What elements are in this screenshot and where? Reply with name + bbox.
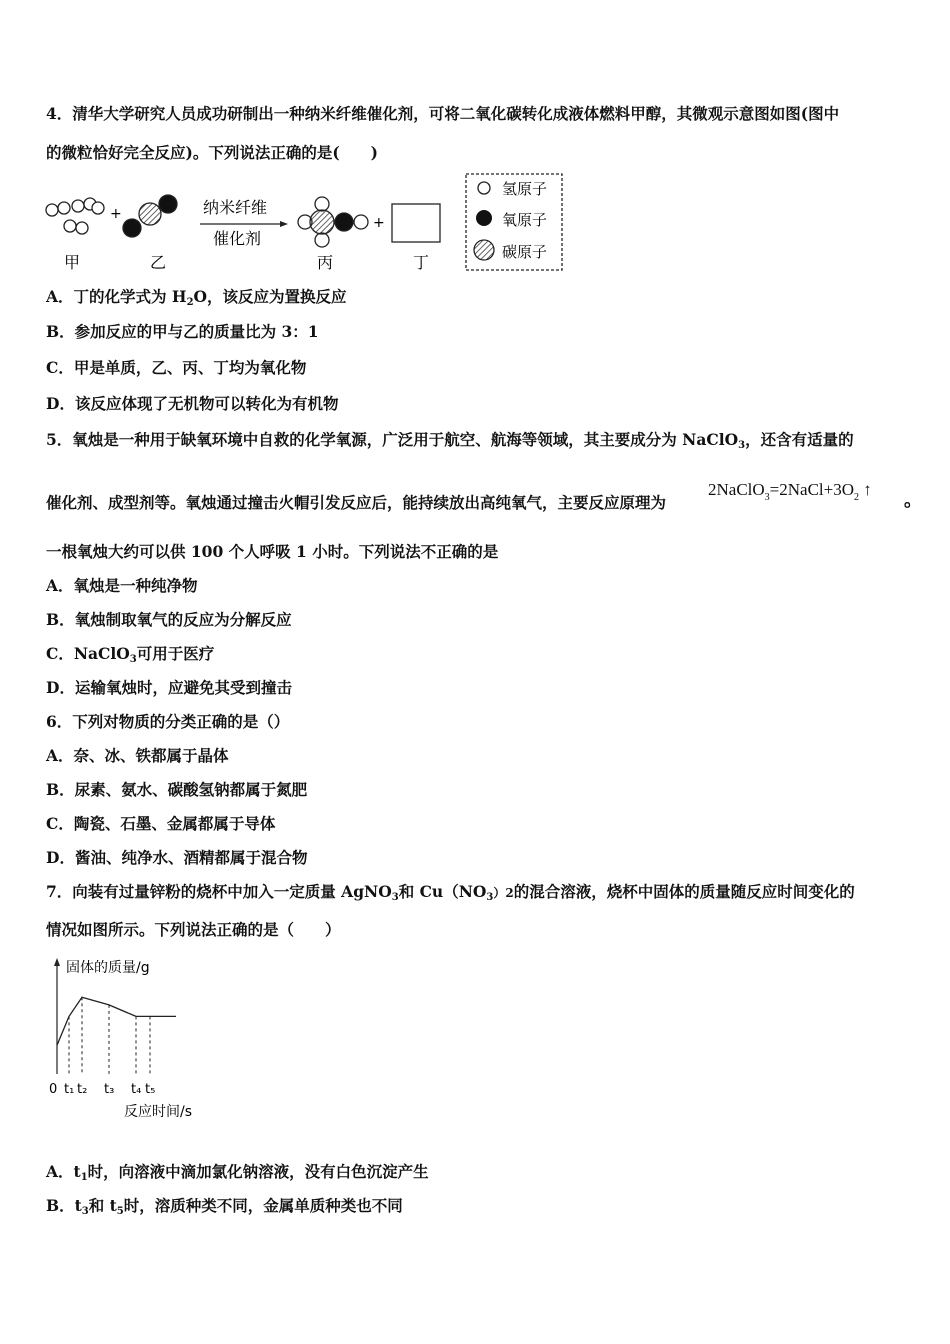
q4-option-c: C．甲是单质，乙、丙、丁均为氧化物 [46, 358, 307, 377]
q6-option-b: B．尿素、氨水、碳酸氢钠都属于氮肥 [46, 780, 308, 799]
q5-stem-line3: 一根氧烛大约可以供 100 个人呼吸 1 小时。下列说法不正确的是 [46, 542, 499, 561]
label-jia: 甲 [64, 253, 81, 272]
legend-oxygen: 氧原子 [502, 211, 548, 229]
reactant-yi-molecule [123, 195, 177, 237]
q7-mass-time-chart [40, 952, 230, 1124]
q4-option-d: D．该反应体现了无机物可以转化为有机物 [46, 394, 339, 413]
x-tick-label: t₁ [64, 1082, 75, 1097]
q5-stem-line2: 催化剂、成型剂等。氧烛通过撞击火帽引发反应后，能持续放出高纯氧气，主要反应原理为 [46, 493, 667, 512]
x-axis-label: 反应时间/s [124, 1104, 193, 1120]
x-tick-label: 0 [49, 1082, 58, 1097]
plus-sign-1: + [110, 206, 122, 222]
q6-option-d: D．酱油、纯净水、酒精都属于混合物 [46, 848, 308, 867]
q4-reaction-diagram [40, 168, 570, 276]
q4-option-b: B．参加反应的甲与乙的质量比为 3：1 [46, 322, 319, 341]
label-bing: 丙 [317, 253, 334, 272]
mass-series-line [57, 997, 176, 1045]
q4-option-a: A．丁的化学式为 $H_2O$，该反应为置换反应 [46, 287, 347, 308]
x-tick-label: t₃ [104, 1082, 115, 1097]
q6-option-c: C．陶瓷、石墨、金属都属于导体 [46, 814, 276, 833]
q5-option-a: A．氧烛是一种纯净物 [46, 576, 198, 595]
x-tick-label: t₂ [77, 1082, 88, 1097]
x-tick-label: t₄ [131, 1082, 142, 1097]
hydrogen-atom-icon [478, 182, 490, 194]
legend-carbon: 碳原子 [502, 243, 548, 261]
q6-option-a: A．奈、冰、铁都属于晶体 [46, 746, 229, 765]
y-axis-arrow [54, 958, 60, 966]
q7-stem-line2: 情况如图所示。下列说法正确的是（ ） [46, 920, 341, 939]
q7-option-b: B．$t_3$和 $t_5$时，溶质种类不同，金属单质种类也不同 [46, 1196, 403, 1217]
q4-stem-line1: 4．清华大学研究人员成功研制出一种纳米纤维催化剂，可将二氧化碳转化成液体燃料甲醇，其微观示意图如图(图中 [46, 104, 840, 123]
q5-stem-line1: 5．氧烛是一种用于缺氧环境中自救的化学氧源，广泛用于航空、航海等领域，其主要成分为 NaClO$_3$，还含有适量的 [46, 430, 854, 451]
product-bing-molecule [298, 197, 368, 247]
reactant-jia-molecules [46, 198, 104, 234]
label-yi: 乙 [150, 253, 167, 272]
catalyst-label-bottom: 催化剂 [213, 229, 262, 248]
q4-stem-line2: 的微粒恰好完全反应)。下列说法正确的是( ) [46, 143, 379, 162]
q5-period: 。 [904, 490, 922, 511]
product-ding-box [392, 204, 440, 242]
q5-option-b: B．氧烛制取氧气的反应为分解反应 [46, 610, 292, 629]
q5-option-c: C．NaClO$_3$可用于医疗 [46, 644, 215, 665]
x-tick-label: t₅ [145, 1082, 156, 1097]
q5-reaction-formula: $2NaClO_3=2NaCl+3O_2$ ↑ [708, 480, 872, 503]
q5-option-d: D．运输氧烛时，应避免其受到撞击 [46, 678, 292, 697]
legend-hydrogen: 氢原子 [502, 180, 548, 198]
catalyst-label-top: 纳米纤维 [203, 198, 268, 217]
oxygen-atom-icon [476, 210, 492, 226]
q7-stem-line1: 7．向装有过量锌粉的烧杯中加入一定质量 AgNO$_3$和 $Cu(NO_3)2$的混合溶液，烧杯中固体的质量随反应时间变化的 [46, 882, 855, 903]
q7-option-a: A．$t_1$时，向溶液中滴加氯化钠溶液，没有白色沉淀产生 [46, 1162, 429, 1183]
q6-stem: 6．下列对物质的分类正确的是（） [46, 712, 290, 731]
plus-sign-2: + [373, 215, 385, 231]
label-ding: 丁 [413, 253, 430, 272]
carbon-atom-icon [474, 240, 494, 260]
y-axis-label: 固体的质量/g [66, 960, 150, 976]
